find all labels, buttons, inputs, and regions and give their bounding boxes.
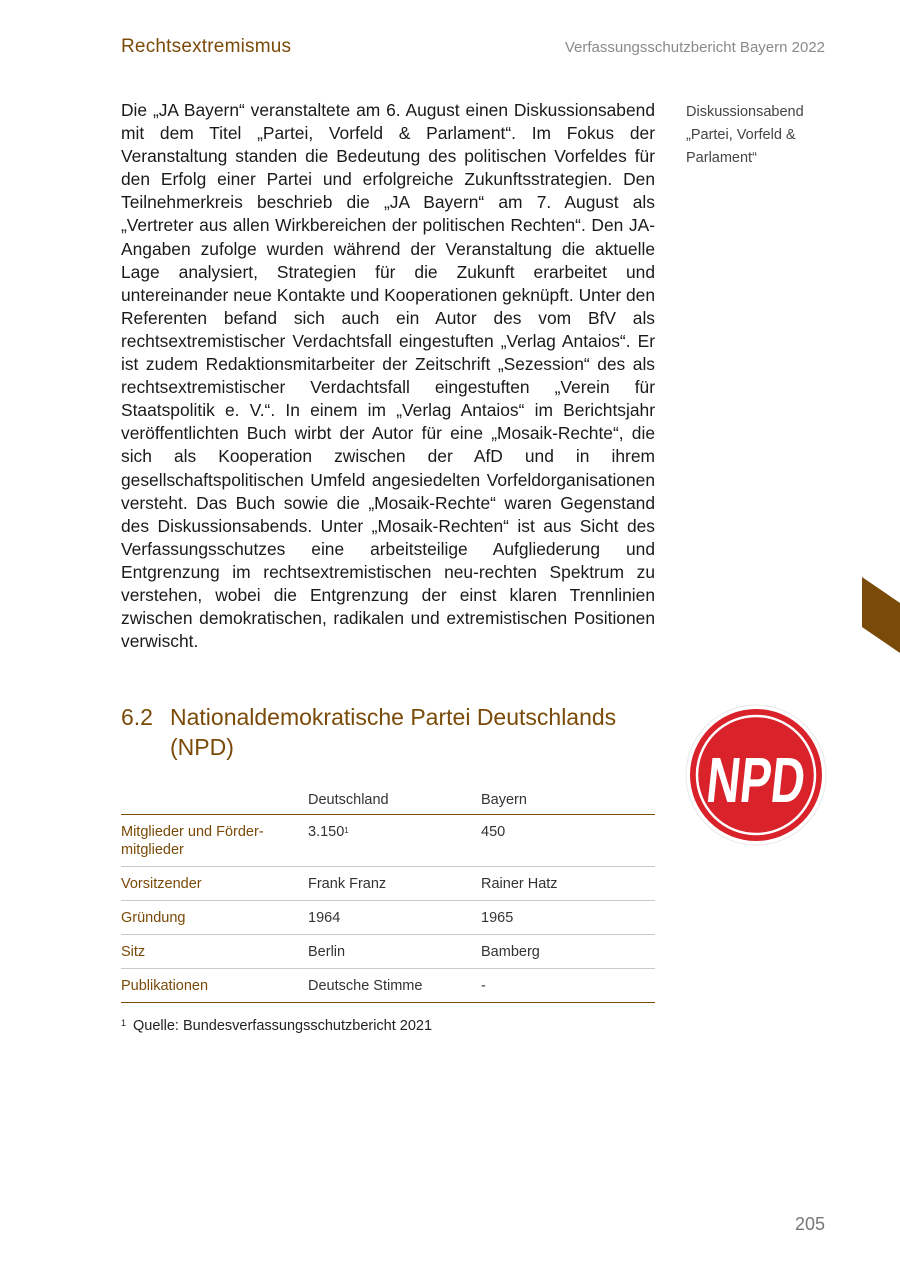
page-number: 205 <box>794 1214 825 1234</box>
table-header-deutschland: Deutschland <box>308 786 481 815</box>
margin-note <box>686 101 836 170</box>
section-title: Nationaldemokratische Partei Deutschlands (NPD) <box>170 704 617 760</box>
cell-deutschland: Deutsche Stimme <box>308 969 481 1003</box>
footnote-text: Quelle: Bundesverfassungsschutzbericht 2021 <box>133 1018 433 1034</box>
cell-bayern: 1965 <box>481 901 655 935</box>
row-label: Publikationen <box>121 969 308 1003</box>
table-row <box>121 867 655 901</box>
margin-note-line: „Partei, Vorfeld & <box>686 127 796 143</box>
running-header-section: Rechtsextremismus <box>121 36 292 57</box>
table-header-row <box>121 786 655 815</box>
body-paragraph: Die „JA Bayern“ veranstaltete am 6. August einen Diskussionsabend mit dem Titel „Partei, Vorfeld & Parlament“. Im Fokus der Veranstaltung standen die Bedeutung des politischen Vorfeldes für den Erfolg einer Partei und erfolgreiche Zukunftsstrategien. Den Teilnehmerkreis beschrieb die „JA Bayern“ am 7. August als „Vertreter aus allen Wirkbereichen der politischen Rechten“. Den JA-Angaben zufolge wurden während der Veranstaltung die aktuelle Lage analysiert, Strategien für die Zukunft erarbeitet und untereinander neue Kontakte und Kooperationen geknüpft. Unter den Referenten befand sich auch ein Autor des vom BfV als rechtsextremistischer Verdachtsfall eingestuften „Verlag Antaios“. Er ist zudem Redaktionsmitarbeiter der Zeitschrift „Sezession“ des als rechtsextremistischer Verdachtsfall eingestuften „Verein für Staatspolitik e. V.“. In einem im „Verlag Antaios“ im Berichtsjahr veröffentlichten Buch wirbt der Autor für eine „Mosaik-Rechte“, die sich als Kooperation zwischen der AfD und in ihrem gesellschaftspolitischen Umfeld angesiedelten Vorfeldorganisationen versteht. Das Buch sowie die „Mosaik-Rechte“ waren Gegenstand des Diskussionsabends. Unter „Mosaik-Rechten“ ist aus Sicht des Verfassungsschutzes eine arbeitsteilige Aufgliederung und Entgrenzung im rechtsextremistischen neu-rechten Spektrum zu verstehen, wobei die Entgrenzung der einst klaren Trennlinien zwischen demokratischen, radikalen und extremistischen Positionen verwischt. <box>121 100 655 652</box>
cell-deutschland <box>308 815 481 867</box>
table-row <box>121 935 655 969</box>
table-row <box>121 815 655 867</box>
section-heading <box>121 702 641 762</box>
chapter-tab-marker <box>862 577 900 653</box>
table-row <box>121 901 655 935</box>
cell-value: 3.150 <box>308 824 345 840</box>
section-number: 6.2 <box>121 704 153 730</box>
cell-deutschland: 1964 <box>308 901 481 935</box>
footnote-mark: 1 <box>121 1018 127 1028</box>
table-header-blank <box>121 786 308 815</box>
margin-note-line: Parlament“ <box>686 150 757 166</box>
npd-logo <box>685 704 846 846</box>
table-header-bayern: Bayern <box>481 786 655 815</box>
cell-deutschland: Frank Franz <box>308 867 481 901</box>
npd-facts-table <box>121 786 655 1003</box>
cell-deutschland: Berlin <box>308 935 481 969</box>
row-label: Sitz <box>121 935 308 969</box>
cell-bayern: Rainer Hatz <box>481 867 655 901</box>
row-label: Mitglieder und Fördermitglieder <box>121 815 308 867</box>
table-row <box>121 969 655 1003</box>
cell-bayern: Bamberg <box>481 935 655 969</box>
cell-bayern: 450 <box>481 815 655 867</box>
row-label: Vorsitzender <box>121 867 308 901</box>
footnote <box>121 1018 432 1034</box>
running-header-report: Verfassungsschutzbericht Bayern 2022 <box>564 39 825 56</box>
footnote-ref: 1 <box>344 826 349 835</box>
npd-logo-text: NPD <box>703 744 846 816</box>
margin-note-line: Diskussionsabend <box>686 104 804 120</box>
cell-bayern: - <box>481 969 655 1003</box>
row-label: Gründung <box>121 901 308 935</box>
